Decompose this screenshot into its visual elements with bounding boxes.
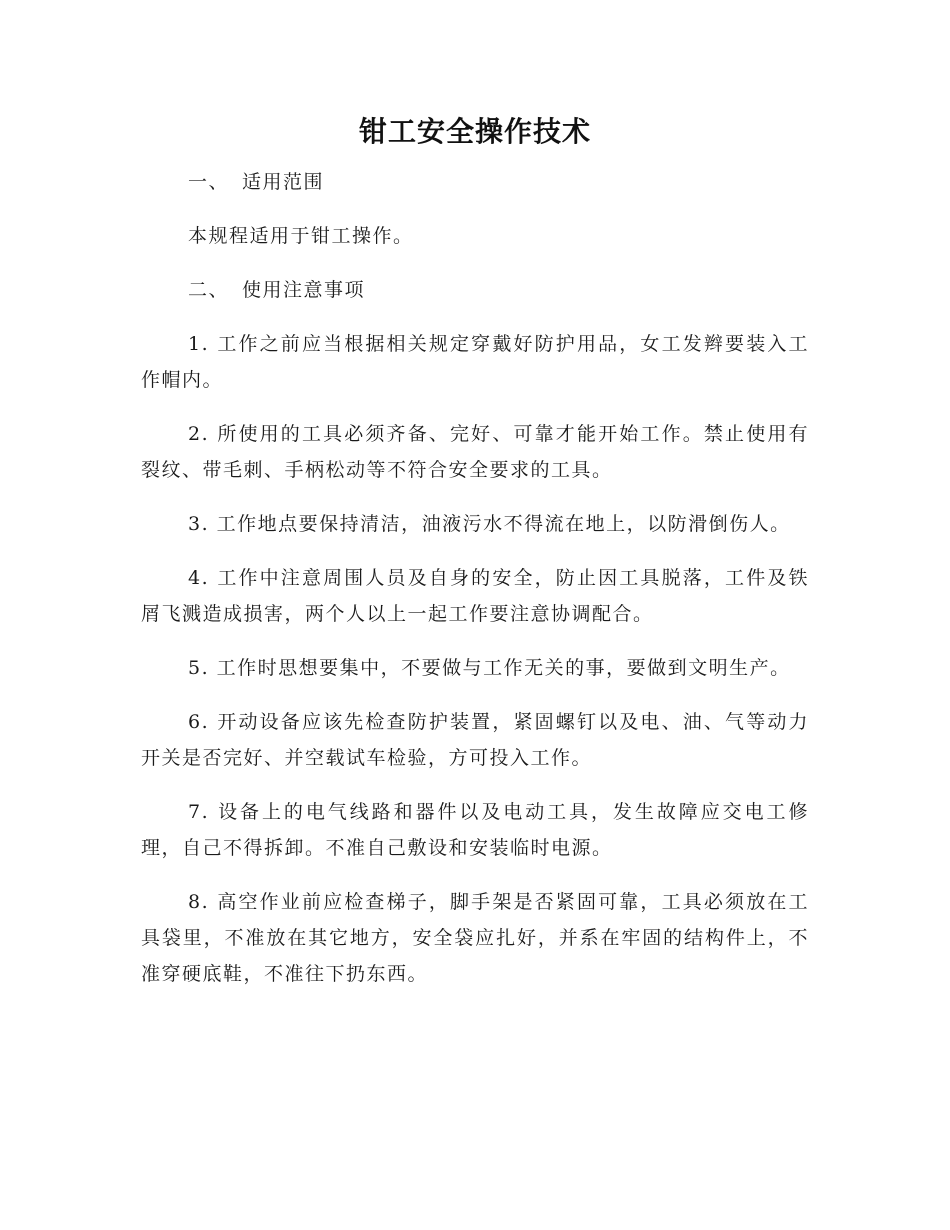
section-heading-text: 使用注意事项: [242, 279, 366, 301]
list-item: 5. 工作时思想要集中，不要做与工作无关的事，要做到文明生产。: [188, 657, 791, 679]
section-number: 一、: [188, 171, 230, 193]
list-item: 7. 设备上的电气线路和器件以及电动工具，发生故障应交电工修理，自己不得拆卸。不准自己敷设和安装临时电源。: [141, 801, 809, 859]
section-heading-scope: [141, 164, 809, 200]
section-heading-notes: [141, 272, 809, 308]
scope-paragraph: 本规程适用于钳工操作。: [188, 225, 414, 247]
section-heading-text: 适用范围: [242, 171, 325, 193]
document-body: [141, 164, 809, 1010]
page-title: 钳工安全操作技术: [358, 115, 591, 148]
section-number: 二、: [188, 279, 230, 301]
list-item: 1. 工作之前应当根据相关规定穿戴好防护用品，女工发辫要装入工作帽内。: [141, 333, 809, 391]
list-item: 2. 所使用的工具必须齐备、完好、可靠才能开始工作。禁止使用有裂纹、带毛刺、手柄松动等不符合安全要求的工具。: [141, 423, 809, 481]
list-item: 3. 工作地点要保持清洁，油液污水不得流在地上，以防滑倒伤人。: [188, 513, 791, 535]
list-item: 8. 高空作业前应检查梯子，脚手架是否紧固可靠，工具必须放在工具袋里，不准放在其它地方，安全袋应扎好，并系在牢固的结构件上，不准穿硬底鞋，不准往下扔东西。: [141, 891, 809, 985]
list-item: 6. 开动设备应该先检查防护装置，紧固螺钉以及电、油、气等动力开关是否完好、并空载试车检验，方可投入工作。: [141, 711, 809, 769]
list-item: 4. 工作中注意周围人员及自身的安全，防止因工具脱落，工件及铁屑飞溅造成损害，两个人以上一起工作要注意协调配合。: [141, 567, 809, 625]
